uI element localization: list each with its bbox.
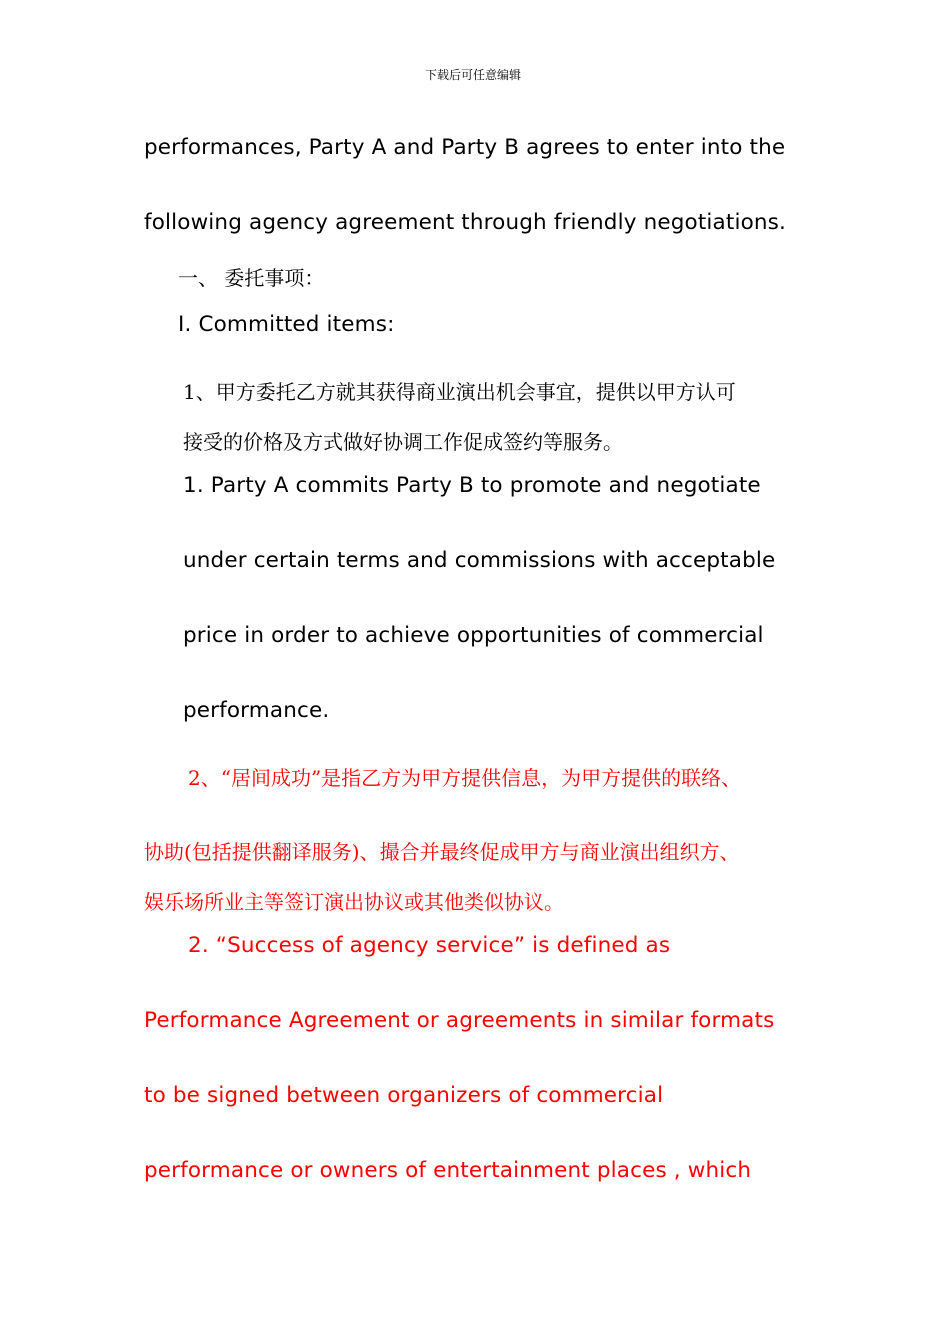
item1-en-line-4: performance.	[183, 698, 330, 723]
item1-en-line-2: under certain terms and commissions with acceptable	[183, 548, 776, 573]
item1-zh-line-1: 1、甲方委托乙方就其获得商业演出机会事宜，提供以甲方认可	[183, 380, 736, 404]
item2-en-line-2: Performance Agreement or agreements in similar formats	[144, 1008, 775, 1033]
item2-en-line-4: performance or owners of entertainment places , which	[144, 1158, 752, 1183]
item2-en-line-3: to be signed between organizers of commercial	[144, 1083, 664, 1108]
item1-en-line-1: 1. Party A commits Party B to promote and negotiate	[183, 473, 761, 498]
intro-line-2: following agency agreement through friendly negotiations.	[144, 210, 786, 235]
section-heading-en: I. Committed items:	[178, 312, 395, 337]
item2-zh-line-1: 2、“居间成功”是指乙方为甲方提供信息，为甲方提供的联络、	[188, 766, 742, 790]
intro-line-1: performances, Party A and Party B agrees to enter into the	[144, 135, 786, 160]
item1-zh-line-2: 接受的价格及方式做好协调工作促成签约等服务。	[183, 430, 623, 454]
item2-en-line-1: 2. “Success of agency service” is defined as	[188, 933, 671, 958]
page-header: 下载后可任意编辑	[425, 68, 522, 82]
item2-zh-line-3: 娱乐场所业主等签订演出协议或其他类似协议。	[144, 890, 564, 914]
section-heading-zh: 一、 委托事项：	[178, 266, 325, 290]
item1-en-line-3: price in order to achieve opportunities of commercial	[183, 623, 764, 648]
item2-zh-line-2: 协助(包括提供翻译服务)、撮合并最终促成甲方与商业演出组织方、	[144, 840, 740, 864]
